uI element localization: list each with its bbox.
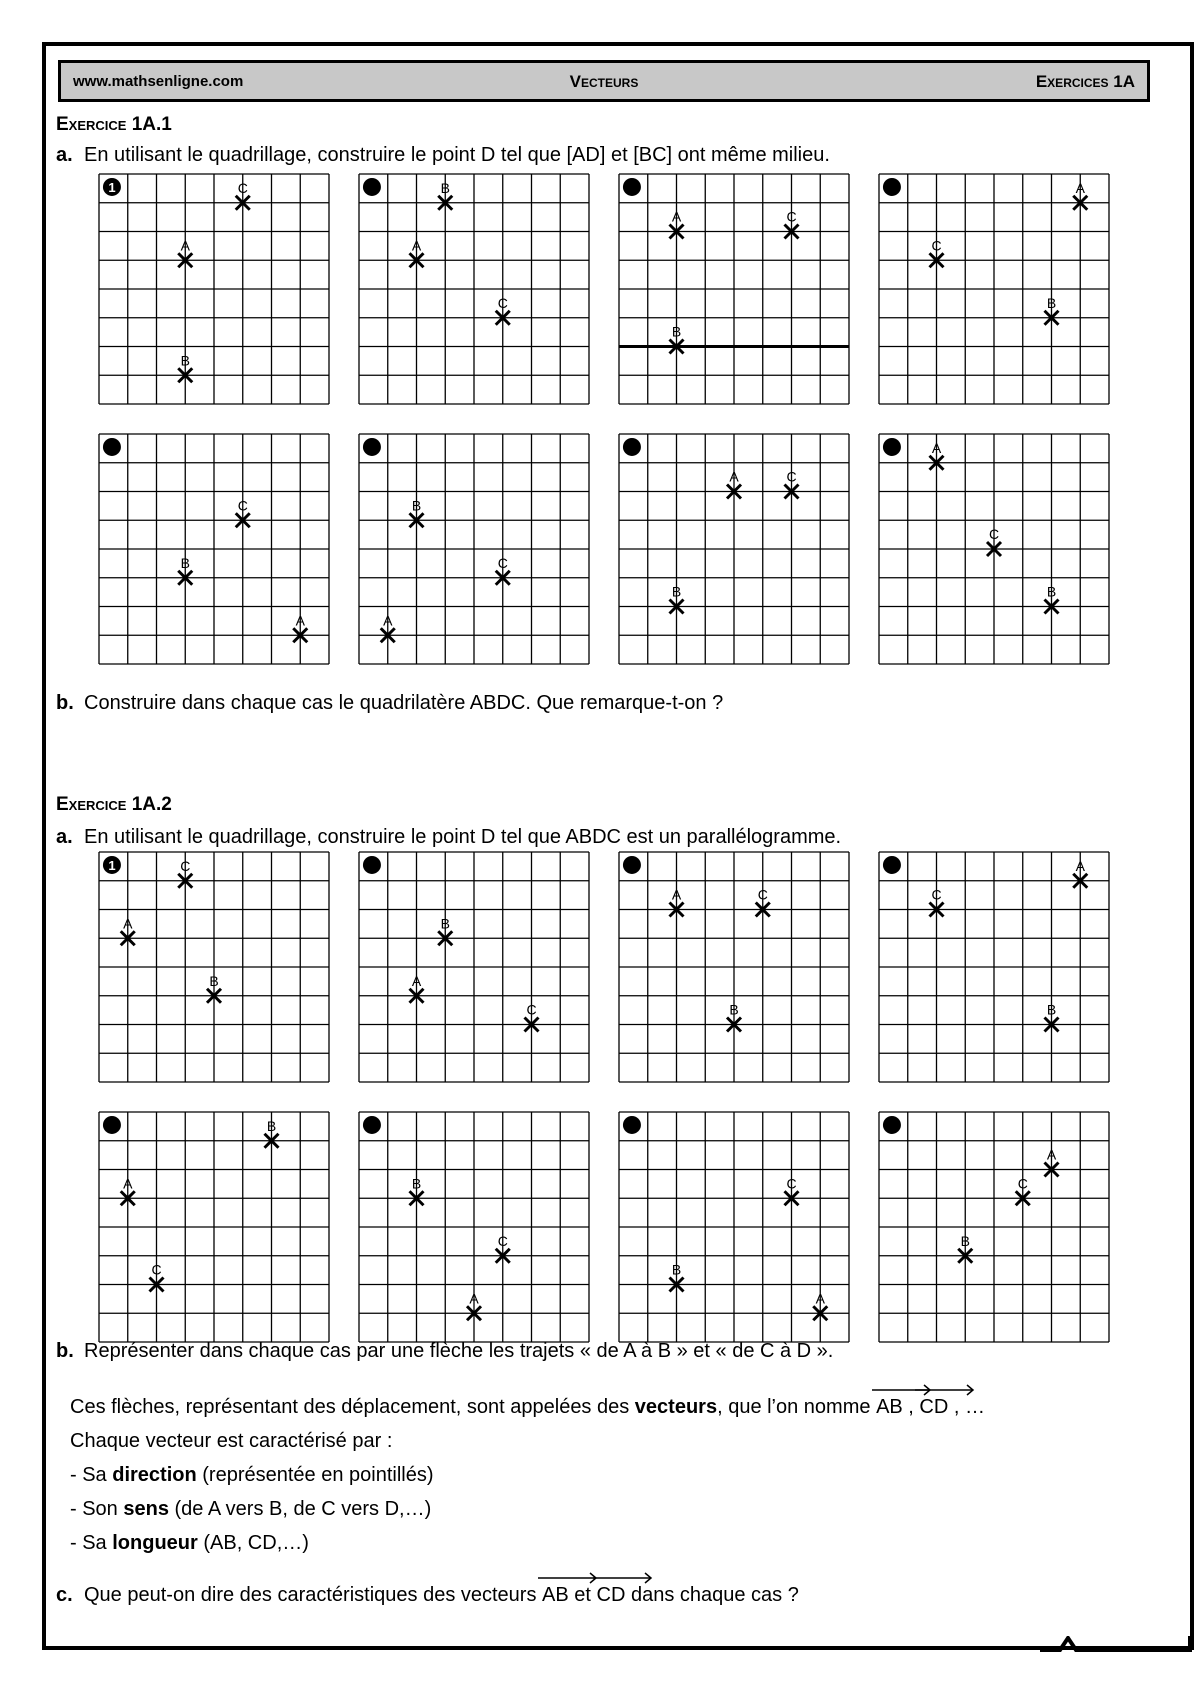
ex1-b-text: Construire dans chaque cas le quadrilatère ABDC. Que remarque-t-on ? bbox=[84, 692, 724, 714]
ex2-grid-6 bbox=[359, 1112, 589, 1342]
ex1-grid-6 bbox=[359, 434, 589, 664]
point-label: C bbox=[526, 1001, 537, 1018]
point-label: C bbox=[757, 886, 768, 903]
point-label: A bbox=[815, 1290, 825, 1307]
ex2-title: Exercice 1A.2 bbox=[56, 794, 172, 815]
point-label: B bbox=[411, 497, 422, 514]
ex1-title: Exercice 1A.1 bbox=[56, 114, 172, 135]
vector-cd: CD bbox=[919, 1396, 948, 1419]
ex2-question-c: c. Que peut-on dire des caractéristiques des vecteurs AB et CD dans chaque cas ? bbox=[56, 1584, 799, 1607]
ex2-c-label: c. bbox=[56, 1584, 73, 1606]
case-bullet-icon bbox=[623, 856, 641, 874]
characteristic-longueur: - Sa longueur (AB, CD,…) bbox=[70, 1532, 309, 1554]
vector-definition: Ces flèches, représentant des déplacement, sont appelées des vecteurs, que l’on nomme AB , CD , … bbox=[70, 1396, 985, 1419]
point-label: A bbox=[411, 972, 422, 989]
point-label: C bbox=[180, 857, 191, 874]
point-label: C bbox=[1017, 1175, 1028, 1192]
point-label: B bbox=[1046, 583, 1057, 600]
ex1-b-label: b. bbox=[56, 692, 74, 714]
ex1-grid-7 bbox=[619, 434, 849, 664]
ex1-grid-5 bbox=[99, 434, 329, 664]
ex1-a-text: En utilisant le quadrillage, construire le point D tel que [AD] et [BC] ont même milieu. bbox=[84, 144, 830, 166]
point-label: A bbox=[671, 208, 682, 225]
ex2-grid-3 bbox=[619, 852, 849, 1082]
vector-ab: AB bbox=[876, 1396, 903, 1419]
point-label: B bbox=[671, 583, 682, 600]
point-label: A bbox=[671, 886, 682, 903]
point-label: A bbox=[1075, 857, 1085, 874]
point-label: C bbox=[237, 497, 248, 514]
point-label: A bbox=[931, 439, 942, 456]
vector-cd-c: CD bbox=[597, 1584, 626, 1607]
case-bullet-icon bbox=[883, 438, 901, 456]
point-label: B bbox=[440, 179, 450, 196]
point-label: A bbox=[383, 612, 393, 629]
point-label: A bbox=[123, 915, 133, 932]
definition-bold-vecteurs: vecteurs bbox=[634, 1396, 718, 1418]
characteristics-intro: Chaque vecteur est caractérisé par : bbox=[70, 1430, 393, 1452]
ex1-grid-8 bbox=[879, 434, 1109, 664]
point-label: B bbox=[1046, 294, 1057, 311]
case-number-label: 1 bbox=[108, 179, 116, 195]
point-label: A bbox=[411, 237, 422, 254]
ex2-grid-4 bbox=[879, 852, 1109, 1082]
page-title: Vecteurs bbox=[569, 72, 639, 91]
point-label: B bbox=[440, 915, 450, 932]
point-label: A bbox=[295, 612, 305, 629]
ex2-grid-2 bbox=[359, 852, 589, 1082]
vector-ab-c: AB bbox=[542, 1584, 569, 1607]
case-bullet-icon bbox=[883, 1116, 901, 1134]
case-bullet-icon bbox=[623, 438, 641, 456]
definition-text-start: Ces flèches, représentant des déplacement, sont appelées des bbox=[70, 1396, 635, 1418]
case-bullet-icon bbox=[103, 1116, 121, 1134]
point-label: B bbox=[180, 554, 190, 571]
ex2-b-text: Représenter dans chaque cas par une flèche les trajets « de A à B » et « de C à D ». bbox=[84, 1340, 834, 1362]
exercise-ref: Exercices 1A bbox=[1035, 72, 1135, 91]
ex2-grid-8 bbox=[879, 1112, 1109, 1342]
point-label: C bbox=[151, 1261, 162, 1278]
case-bullet-icon bbox=[363, 1116, 381, 1134]
ex1-a-label: a. bbox=[56, 144, 73, 166]
point-label: B bbox=[729, 1001, 739, 1018]
point-label: A bbox=[729, 468, 739, 485]
point-label: B bbox=[411, 1175, 422, 1192]
characteristic-sens: - Son sens (de A vers B, de C vers D,…) bbox=[70, 1498, 432, 1520]
case-bullet-icon bbox=[363, 856, 381, 874]
point-label: A bbox=[123, 1175, 133, 1192]
ex2-a-label: a. bbox=[56, 826, 73, 848]
site-name: www.mathsenligne.com bbox=[73, 73, 244, 90]
characteristic-direction: - Sa direction (représentée en pointillés) bbox=[70, 1464, 434, 1486]
point-label: C bbox=[786, 468, 797, 485]
case-bullet-icon bbox=[363, 178, 381, 196]
point-label: B bbox=[960, 1232, 970, 1249]
point-label: A bbox=[1046, 1146, 1057, 1163]
point-label: C bbox=[988, 526, 1000, 542]
ex2-a-text: En utilisant le quadrillage, construire le point D tel que ABDC est un parallélogramme. bbox=[84, 826, 842, 848]
point-label: B bbox=[671, 1261, 682, 1278]
case-bullet-icon bbox=[103, 438, 121, 456]
case-bullet-icon bbox=[623, 1116, 641, 1134]
case-bullet-icon bbox=[363, 438, 381, 456]
point-label: A bbox=[180, 237, 190, 254]
point-label: A bbox=[1075, 179, 1085, 196]
point-label: A bbox=[469, 1290, 479, 1307]
ex1-grid-1 bbox=[99, 174, 329, 404]
point-label: B bbox=[209, 972, 219, 989]
point-label: C bbox=[931, 886, 942, 903]
point-label: B bbox=[180, 352, 190, 369]
point-label: B bbox=[1046, 1001, 1057, 1018]
case-number-label: 1 bbox=[108, 857, 116, 873]
point-label: C bbox=[786, 1175, 797, 1192]
point-label: C bbox=[497, 554, 508, 571]
case-bullet-icon bbox=[623, 178, 641, 196]
point-label: B bbox=[266, 1117, 277, 1134]
ex1-grid-4 bbox=[879, 174, 1109, 404]
ex1-grid-2 bbox=[359, 174, 589, 404]
definition-text-mid: , que l’on nomme bbox=[717, 1396, 877, 1418]
point-label: C bbox=[497, 1232, 508, 1249]
point-label: C bbox=[931, 237, 942, 254]
ex2-grid-5 bbox=[99, 1112, 329, 1342]
point-label: C bbox=[497, 294, 508, 311]
case-bullet-icon bbox=[883, 856, 901, 874]
ex1-grid-3 bbox=[619, 174, 849, 404]
ex2-grid-7 bbox=[619, 1112, 849, 1342]
point-label: B bbox=[671, 323, 682, 340]
point-label: C bbox=[237, 179, 248, 196]
case-bullet-icon bbox=[883, 178, 901, 196]
point-label: C bbox=[786, 208, 797, 225]
ex2-grid-1 bbox=[99, 852, 329, 1082]
ex2-b-label: b. bbox=[56, 1340, 74, 1362]
